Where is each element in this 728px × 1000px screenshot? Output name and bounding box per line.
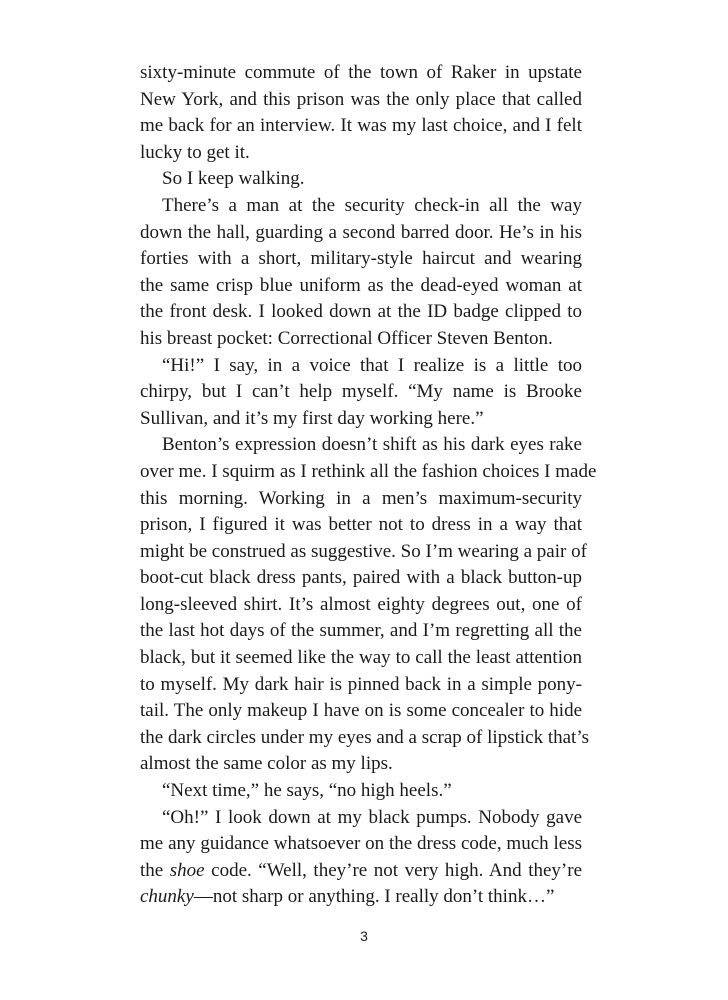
text-line: So I keep walking. xyxy=(162,168,305,190)
text-line: long-sleeved shirt. It’s almost eighty degrees out, one of xyxy=(140,593,582,615)
text-line xyxy=(140,858,582,885)
text-line: prison, I figured it was better not to dress in a way that xyxy=(140,514,582,536)
text-line: almost the same color as my lips. xyxy=(140,753,393,775)
text-line: the dark circles under my eyes and a scrap of lipstick that’s xyxy=(140,726,589,748)
text-line: to myself. My dark hair is pinned back in a simple pony- xyxy=(140,673,582,695)
text-line: might be construed as suggestive. So I’m wearing a pair of xyxy=(140,540,587,562)
text-line: his breast pocket: Correctional Officer Steven Benton. xyxy=(140,327,553,349)
text-line: boot-cut black dress pants, paired with a black button-up xyxy=(140,567,582,589)
text-line xyxy=(140,884,582,911)
text-line: “Hi!” I say, in a voice that I realize is a little too xyxy=(162,354,582,376)
page-number: 3 xyxy=(360,928,368,944)
text-line: “Oh!” I look down at my black pumps. Nobody gave xyxy=(162,806,582,828)
text-line: down the hall, guarding a second barred door. He’s in his xyxy=(140,221,582,243)
text-line: New York, and this prison was the only place that called xyxy=(140,88,582,110)
text-line: Sullivan, and it’s my first day working here.” xyxy=(140,407,484,429)
text-segment: —not sharp or anything. I really don’t think…” xyxy=(193,886,555,908)
text-line: There’s a man at the security check-in all the way xyxy=(162,194,582,216)
text-line: this morning. Working in a men’s maximum-security xyxy=(140,487,582,509)
text-segment: code. “Well, they’re not very high. And they’re xyxy=(204,859,582,881)
text-line: forties with a short, military-style haircut and wearing xyxy=(140,248,582,270)
text-line: Benton’s expression doesn’t shift as his dark eyes rake xyxy=(162,434,582,456)
text-line: tail. The only makeup I have on is some concealer to hide xyxy=(140,700,582,722)
text-segment: the xyxy=(140,859,170,881)
text-line: the front desk. I looked down at the ID badge clipped to xyxy=(140,301,582,323)
text-line: black, but it seemed like the way to call the least attention xyxy=(140,647,582,669)
text-line: lucky to get it. xyxy=(140,141,250,163)
italic-text: shoe xyxy=(169,859,205,881)
body-text xyxy=(140,60,597,911)
text-line: sixty-minute commute of the town of Raker in upstate xyxy=(140,62,582,83)
text-line: the last hot days of the summer, and I’m regretting all the xyxy=(140,620,582,642)
text-line: over me. I squirm as I rethink all the fashion choices I made xyxy=(140,460,597,482)
text-line: the same crisp blue uniform as the dead-eyed woman at xyxy=(140,274,582,296)
text-line: me any guidance whatsoever on the dress code, much less xyxy=(140,833,582,855)
italic-text: chunky xyxy=(140,886,194,908)
text-line: me back for an interview. It was my last choice, and I felt xyxy=(140,115,582,137)
text-line: “Next time,” he says, “no high heels.” xyxy=(162,780,452,802)
text-line: chirpy, but I can’t help myself. “My name is Brooke xyxy=(140,381,582,403)
